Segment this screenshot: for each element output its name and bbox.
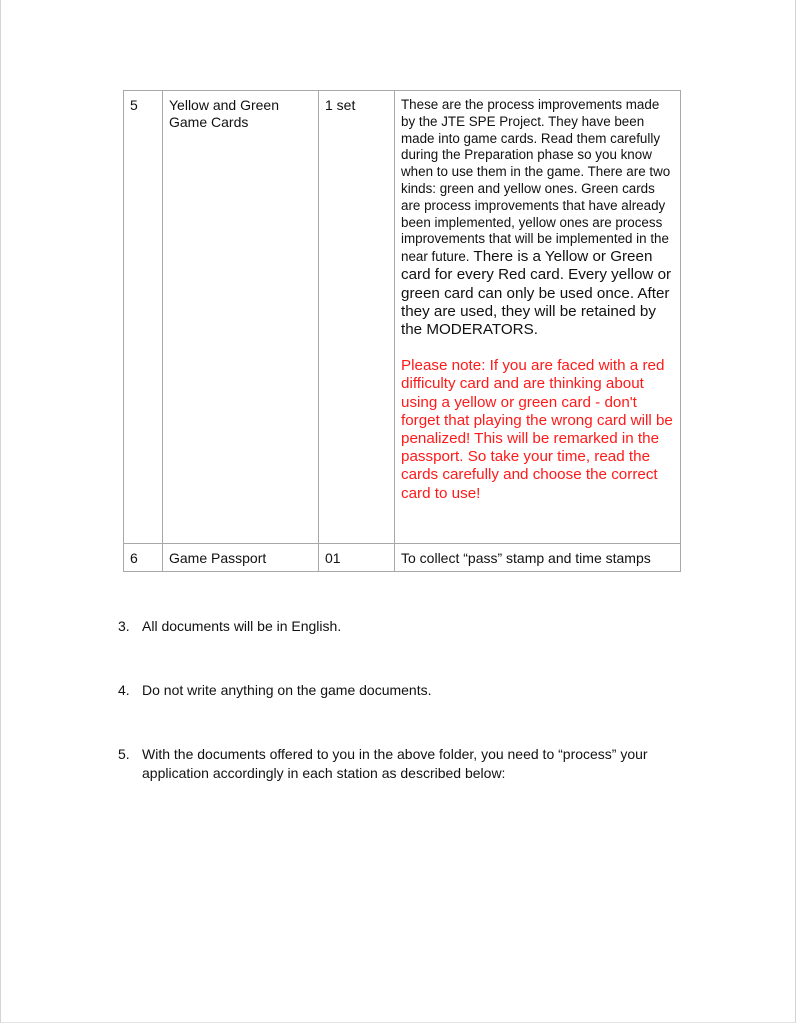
description-part-1: These are the process improvements made by the JTE SPE Project. They have been made into game cards. Read them carefully during the Preparation phase so you know when to use them in the game. There are two kinds: green and yellow ones. Green cards are process improvements that have already been implemented, yellow ones are process improvements that will be implemented in the near future. xyxy=(401,97,671,265)
list-number: 3. xyxy=(118,618,130,634)
list-number: 5. xyxy=(118,746,130,762)
list-number: 4. xyxy=(118,682,130,698)
quantity-cell xyxy=(319,91,395,544)
description-part-2: There is a Yellow or Green card for every Red card. Every yellow or green card can only be used once. After they are used, they will be retained by the MODERATORS. xyxy=(401,248,672,338)
warning-note: Please note: If you are faced with a red difficulty card and are thinking about using a yellow or green card - don't forget that playing the wrong card will be penalized! This will be remarked in the passport. So take your time, read the cards carefully and choose the correct card to use! xyxy=(401,357,673,502)
list-item xyxy=(118,745,678,783)
list-item xyxy=(118,681,678,700)
row-number-cell xyxy=(124,91,163,544)
item-description xyxy=(401,97,674,339)
item-name: Yellow and Green Game Cards xyxy=(169,97,280,130)
item-quantity: 1 set xyxy=(325,97,356,113)
item-description: To collect “pass” stamp and time stamps xyxy=(401,550,651,566)
quantity-cell xyxy=(319,544,395,572)
list-text: With the documents offered to you in the above folder, you need to “process” your application accordingly in each station as described below: xyxy=(142,746,648,781)
table-row xyxy=(124,91,681,544)
item-name-cell xyxy=(163,91,319,544)
item-quantity: 01 xyxy=(325,550,341,566)
row-number-cell xyxy=(124,544,163,572)
list-text: Do not write anything on the game documents. xyxy=(142,682,432,698)
instructions-list xyxy=(118,617,678,783)
list-text: All documents will be in English. xyxy=(142,618,342,634)
description-cell xyxy=(395,544,681,572)
row-number: 5 xyxy=(130,97,138,113)
list-item xyxy=(118,617,678,636)
game-materials-table xyxy=(123,90,681,572)
item-name-cell xyxy=(163,544,319,572)
table-row xyxy=(124,544,681,572)
description-cell xyxy=(395,91,681,544)
row-number: 6 xyxy=(130,550,138,566)
item-name: Game Passport xyxy=(169,550,267,566)
